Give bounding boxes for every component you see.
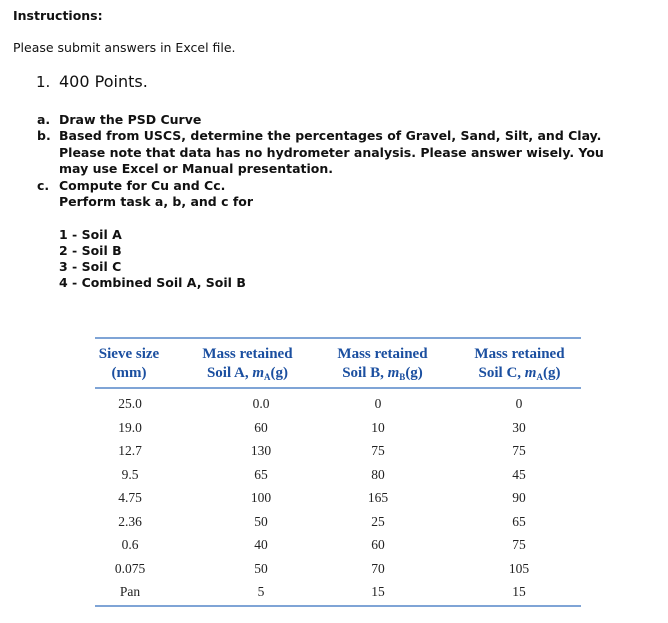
table-cell: 15 (512, 584, 526, 599)
question-number: 1. (36, 73, 51, 91)
task-letter-c: c. (37, 178, 50, 193)
table-cell: 4.75 (118, 490, 142, 505)
header-soil-c (462, 345, 577, 387)
table-cell: 40 (254, 537, 268, 552)
table-cell: 70 (371, 560, 385, 576)
table-cell: 90 (512, 490, 526, 505)
header-soil-c-line2: Soil C, $m_A(g)$ (478, 365, 561, 382)
task-c-line-1: Compute for Cu and Cc. (59, 178, 226, 193)
table-cell: 50 (254, 560, 268, 576)
header-soil-a-line2: Soil A, $m_A(g)$ (206, 365, 289, 382)
table-cell: 75 (512, 537, 526, 552)
table-cell: 0.075 (114, 560, 146, 576)
soil-item-1: 1 - Soil A (59, 227, 122, 242)
soil-item-4: 4 - Combined Soil A, Soil B (59, 275, 246, 290)
header-sieve-line1: Sieve size (98, 346, 160, 362)
table-cell: 0.6 (121, 537, 139, 552)
header-soil-b (325, 345, 440, 387)
table-cell: 50 (254, 513, 268, 529)
table-cell: 65 (512, 513, 526, 529)
table-cell: 60 (254, 419, 268, 435)
table-cell: 0 (515, 396, 523, 411)
table-cell: 165 (367, 490, 389, 505)
table-cell: 75 (512, 443, 526, 458)
table-cell: 10 (371, 419, 385, 435)
table-cell: 5 (257, 584, 265, 599)
table-cell: 80 (371, 466, 385, 482)
header-soil-b-line2: Soil B, $m_B(g)$ (342, 365, 423, 382)
task-letter-a: a. (37, 112, 51, 127)
table-bottom-rule (95, 605, 581, 607)
table-cell: 0 (374, 396, 382, 411)
header-soil-c-line1: Mass retained (474, 346, 565, 362)
table-cell: 60 (371, 537, 385, 552)
header-soil-a-line1: Mass retained (202, 346, 293, 362)
table-cell: 19.0 (118, 419, 142, 435)
table-cell: 9.5 (121, 466, 139, 482)
instructions-heading: Instructions: (13, 8, 103, 23)
submit-note: Please submit answers in Excel file. (13, 40, 236, 55)
task-b-line-3: may use Excel or Manual presentation. (59, 161, 334, 176)
table-cell: 15 (371, 584, 385, 599)
table-cell: 25.0 (118, 396, 142, 411)
header-soil-a (190, 345, 305, 387)
task-b-line-1: Based from USCS, determine the percentages of Gravel, Sand, Silt, and Clay. (59, 128, 602, 143)
table-cell: 25 (371, 513, 385, 529)
soil-item-3: 3 - Soil C (59, 259, 122, 274)
table-cell: 100 (250, 490, 272, 505)
header-sieve-line2: (mm) (111, 365, 147, 381)
table-cell: 105 (508, 560, 530, 576)
table-cell: 2.36 (118, 513, 142, 529)
table-cell: 30 (512, 419, 526, 435)
table-cell: 75 (371, 443, 385, 458)
table-cell: 0.0 (252, 396, 270, 411)
table-top-rule (95, 337, 581, 339)
task-c-line-2: Perform task a, b, and c for (59, 194, 254, 209)
table-cell: 65 (254, 466, 268, 482)
task-letter-b: b. (37, 128, 51, 143)
table-cell: 12.7 (118, 443, 142, 458)
soil-item-2: 2 - Soil B (59, 243, 122, 258)
task-a-text: Draw the PSD Curve (59, 112, 202, 127)
table-cell: 45 (512, 466, 526, 482)
table-header-rule (95, 387, 581, 389)
question-points: 400 Points. (59, 72, 148, 91)
table-cell: 130 (250, 443, 272, 458)
header-soil-b-line1: Mass retained (337, 346, 428, 362)
task-b-line-2: Please note that data has no hydrometer analysis. Please answer wisely. You (59, 145, 604, 160)
header-sieve-size (89, 345, 169, 383)
table-cell: Pan (119, 584, 141, 599)
